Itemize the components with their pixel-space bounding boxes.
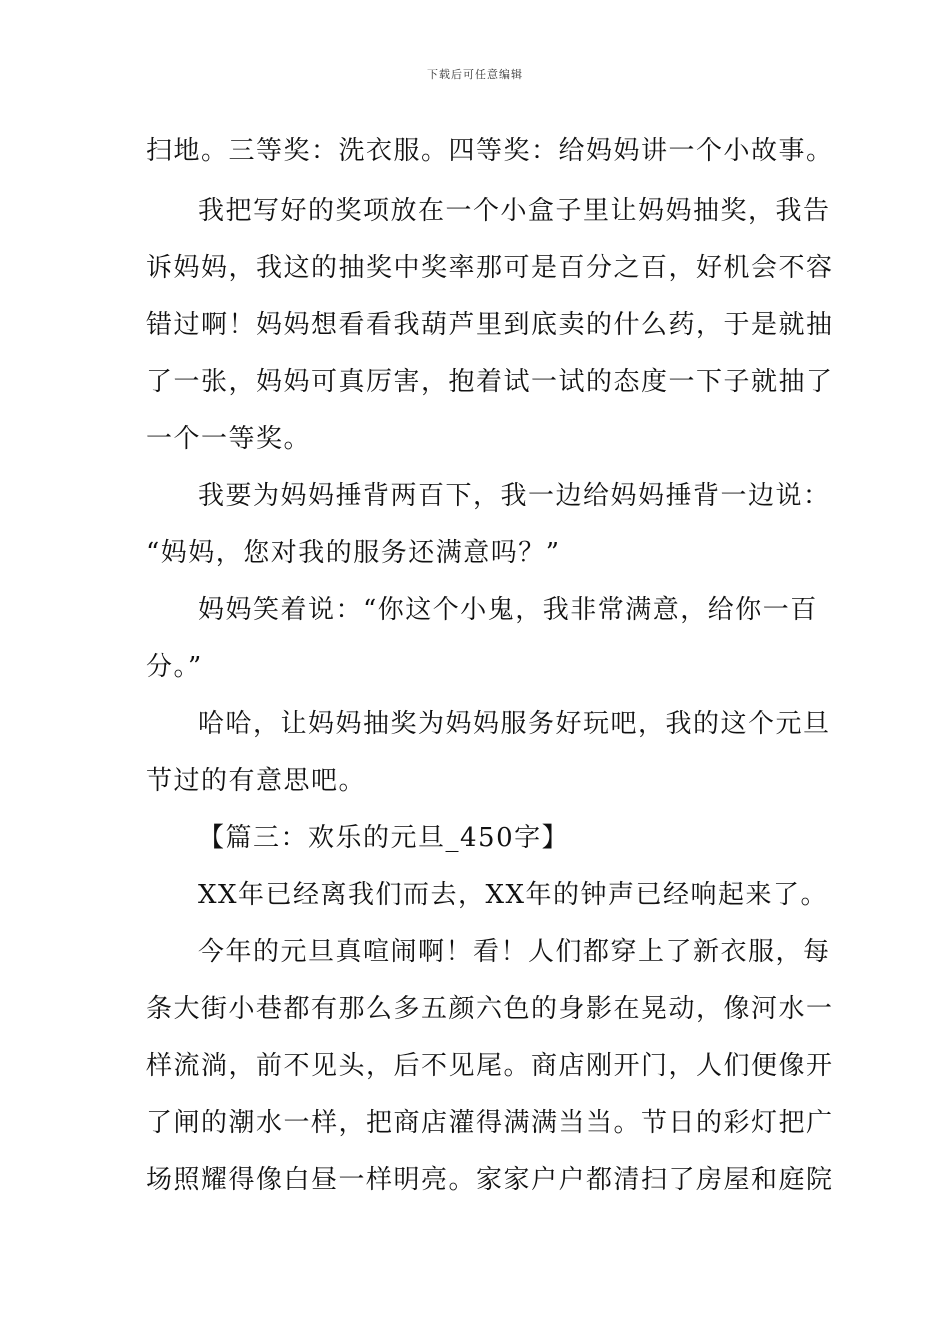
- text-line: 我要为妈妈捶背两百下，我一边给妈妈捶背一边说：: [198, 481, 831, 511]
- text-line: 错过啊！妈妈想看看我葫芦里到底卖的什么药，于是就抽: [146, 310, 834, 340]
- text-line: 扫地。三等奖：洗衣服。四等奖：给妈妈讲一个小故事。: [146, 136, 834, 166]
- text-line: 妈妈笑着说：“你这个小鬼，我非常满意，给你一百: [198, 595, 818, 625]
- text-line: “妈妈，您对我的服务还满意吗？”: [146, 538, 561, 568]
- section-heading: 【篇三：欢乐的元旦_450字】: [198, 823, 570, 853]
- text-line: 条大街小巷都有那么多五颜六色的身影在晃动，像河水一: [146, 994, 834, 1024]
- text-line: 今年的元旦真喧闹啊！看！人们都穿上了新衣服，每: [198, 937, 831, 967]
- text-line: 一个一等奖。: [146, 424, 312, 454]
- text-line: 样流淌，前不见头，后不见尾。商店刚开门，人们便像开: [146, 1051, 834, 1081]
- text-line: 哈哈，让妈妈抽奖为妈妈服务好玩吧，我的这个元旦: [198, 709, 831, 739]
- text-line: 了一张，妈妈可真厉害，抱着试一试的态度一下子就抽了: [146, 367, 834, 397]
- text-line: 节过的有意思吧。: [146, 766, 367, 796]
- text-line: 我把写好的奖项放在一个小盒子里让妈妈抽奖，我告: [198, 196, 831, 226]
- text-line: 分。”: [146, 652, 203, 682]
- text-line: 场照耀得像白昼一样明亮。家家户户都清扫了房屋和庭院: [146, 1165, 834, 1195]
- text-line: 诉妈妈，我这的抽奖中奖率那可是百分之百，好机会不容: [146, 253, 834, 283]
- page-header: 下载后可任意编辑: [427, 68, 523, 81]
- text-line: 了闸的潮水一样，把商店灌得满满当当。节日的彩灯把广: [146, 1108, 834, 1138]
- text-line: XX年已经离我们而去，XX年的钟声已经响起来了。: [198, 880, 829, 910]
